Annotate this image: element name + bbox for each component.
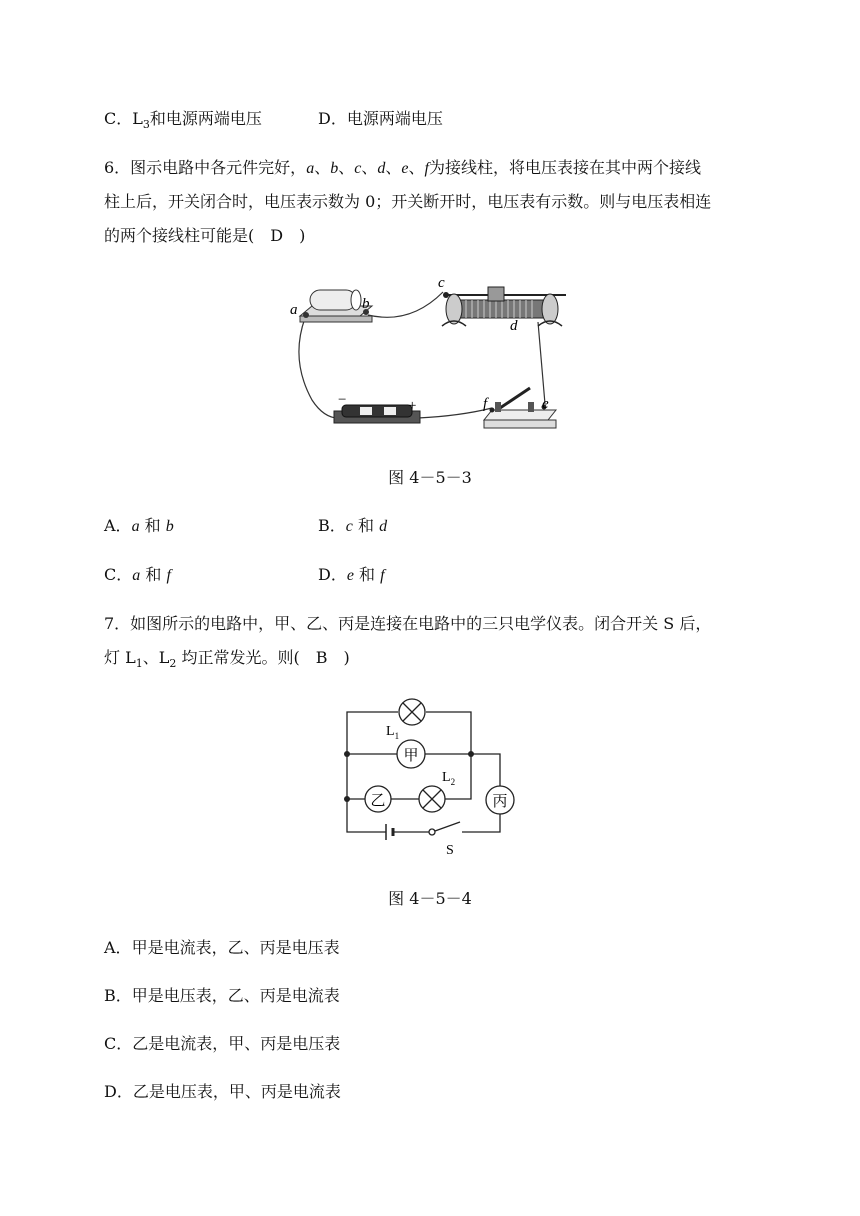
q6-option-a: A．a 和 b (104, 516, 174, 535)
label-minus: − (338, 392, 347, 408)
lamp-L2 (419, 786, 445, 812)
q6-stem-line3: 的两个接线柱可能是( D ) (104, 226, 306, 245)
meter-yi-label: 乙 (370, 793, 386, 809)
q7-option-a: A．甲是电流表，乙、丙是电压表 (104, 938, 340, 957)
label-L1: $L_1$ (386, 724, 400, 741)
q5-option-c: C．$L_3$和电源两端电压 (104, 109, 262, 132)
q6-option-c: C．a 和 f (104, 565, 171, 584)
figure-4-5-3-caption: 图 4－5－3 (388, 468, 472, 487)
label-a: a (290, 302, 298, 318)
q7-option-c: C．乙是电流表，甲、丙是电压表 (104, 1034, 341, 1053)
figure-4-5-4 (336, 695, 526, 860)
label-b: b (362, 296, 370, 312)
label-S: S (446, 843, 454, 858)
meter-bing-label: 丙 (492, 794, 508, 810)
rheostat (442, 287, 566, 326)
label-plus: + (408, 398, 417, 414)
q6-option-b: B．c 和 d (318, 516, 388, 535)
figure-4-5-4-caption: 图 4－5－4 (388, 889, 472, 908)
q6-stem-line1: 6．图示电路中各元件完好，a、b、c、d、e、f为接线柱，将电压表接在其中两个接线 (104, 158, 701, 177)
q5-option-d: D．电源两端电压 (318, 109, 443, 128)
meter-jia-label: 甲 (403, 748, 419, 764)
lamp-L1 (399, 699, 425, 725)
label-e: e (542, 396, 549, 412)
q7-stem-line2: 灯 $L_1$、$L_2$ 均正常发光。则( B ) (104, 648, 350, 671)
q7-option-d: D．乙是电压表，甲、丙是电流表 (104, 1082, 341, 1101)
q7-stem-line1: 7．如图所示的电路中，甲、乙、丙是连接在电路中的三只电学仪表。闭合开关 S 后， (104, 614, 712, 633)
q6-stem-line2: 柱上后，开关闭合时，电压表示数为 0；开关断开时，电压表有示数。则与电压表相连 (104, 192, 712, 211)
q6-option-d: D．e 和 f (318, 565, 385, 584)
figure-4-5-3 (280, 270, 580, 440)
label-d: d (510, 318, 518, 334)
q7-option-b: B．甲是电压表，乙、丙是电流表 (104, 986, 340, 1005)
label-c: c (438, 275, 445, 291)
label-L2: $L_2$ (442, 770, 456, 787)
label-f: f (483, 396, 488, 412)
